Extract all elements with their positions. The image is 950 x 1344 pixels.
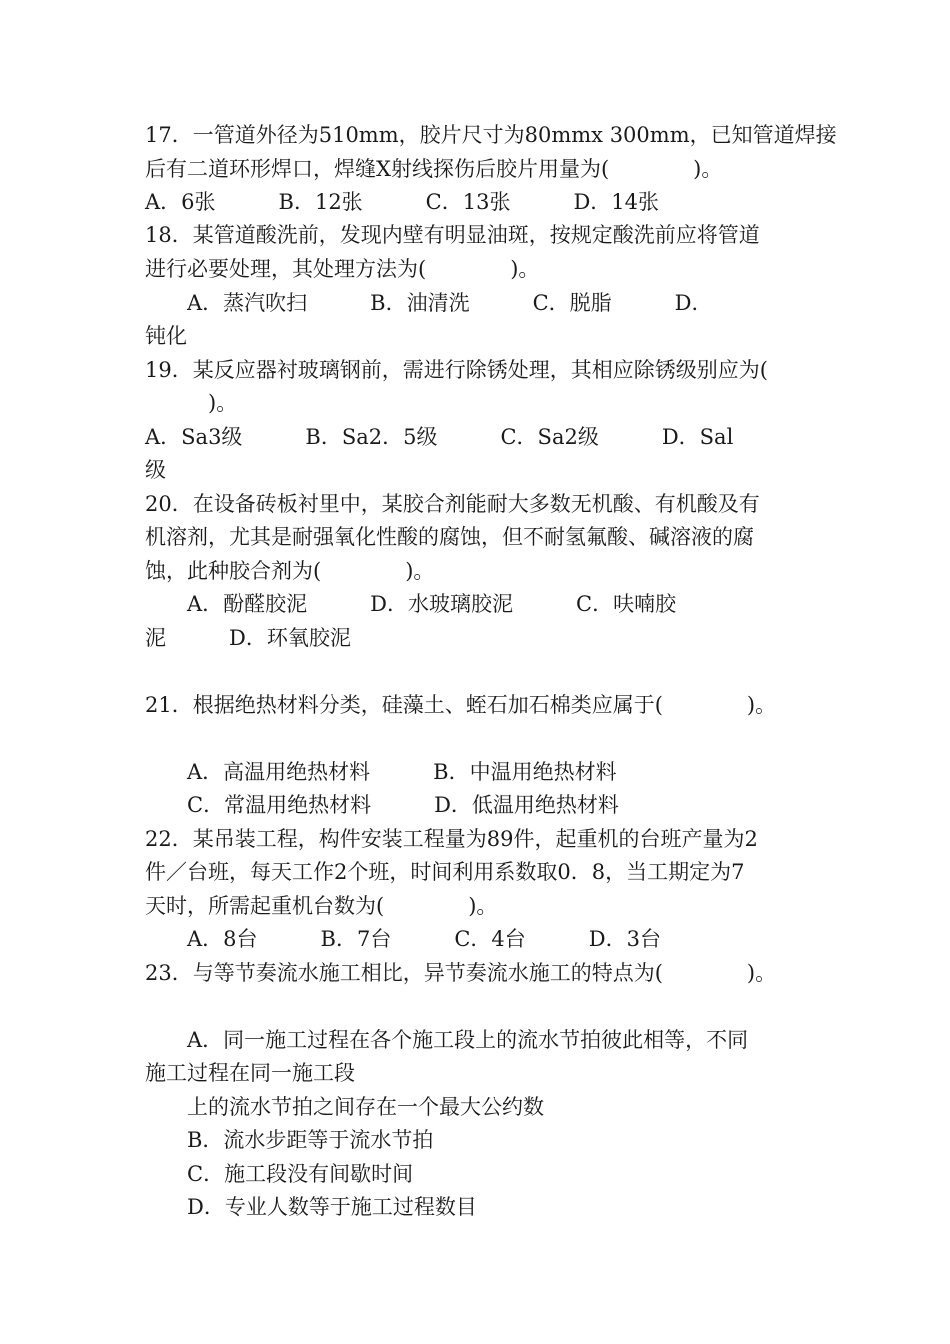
- q23-option-a-1: A．同一施工过程在各个施工段上的流水节拍彼此相等，不同: [145, 1028, 749, 1052]
- q19-line-1: 19．某反应器衬玻璃钢前，需进行除锈处理，其相应除锈级别应为(: [145, 358, 768, 382]
- q22-line-2: 件／台班，每天工作2个班，时间利用系数取0．8，当工期定为7: [145, 860, 745, 884]
- q21-line-1: 21．根据绝热材料分类，硅藻土、蛭石加石棉类应属于( )。: [145, 693, 777, 717]
- q17-options: A．6张 B．12张 C．13张 D．14张: [145, 190, 660, 214]
- q22-line-1: 22．某吊装工程，构件安装工程量为89件，起重机的台班产量为2: [145, 827, 758, 851]
- q23-option-b: B．流水步距等于流水节拍: [145, 1128, 434, 1152]
- q17-line-1: 17．一管道外径为510mm，胶片尺寸为80mmx 300mm，已知管道焊接: [145, 123, 837, 147]
- q20-line-3: 蚀，此种胶合剂为( )。: [145, 559, 435, 583]
- q21-options-2: C．常温用绝热材料 D．低温用绝热材料: [145, 793, 619, 817]
- q21-options-1: A．高温用绝热材料 B．中温用绝热材料: [145, 760, 617, 784]
- q23-option-a-2: 施工过程在同一施工段: [145, 1061, 355, 1085]
- q23-line-1: 23．与等节奏流水施工相比，异节奏流水施工的特点为( )。: [145, 961, 777, 985]
- q19-options: A．Sa3级 B．Sa2．5级 C．Sa2级 D．Sal: [145, 425, 734, 449]
- q18-line-2: 进行必要处理，其处理方法为( )。: [145, 257, 540, 281]
- q18-line-1: 18．某管道酸洗前，发现内壁有明显油斑，按规定酸洗前应将管道: [145, 223, 760, 247]
- q20-line-2: 机溶剂，尤其是耐强氧化性酸的腐蚀，但不耐氢氟酸、碱溶液的腐: [145, 525, 754, 549]
- q22-options: A．8台 B．7台 C．4台 D．3台: [145, 927, 661, 951]
- q20-options-wrap: 泥 D．环氧胶泥: [145, 626, 351, 650]
- q20-options: A．酚醛胶泥 D．水玻璃胶泥 C．呋喃胶: [145, 592, 677, 616]
- q18-options: A．蒸汽吹扫 B．油清洗 C．脱脂 D．: [145, 291, 713, 315]
- q17-line-2: 后有二道环形焊口，焊缝X射线探伤后胶片用量为( )。: [145, 157, 723, 181]
- q20-line-1: 20．在设备砖板衬里中，某胶合剂能耐大多数无机酸、有机酸及有: [145, 492, 760, 516]
- q23-option-d: D．专业人数等于施工过程数目: [145, 1195, 477, 1219]
- q22-line-3: 天时，所需起重机台数为( )。: [145, 894, 498, 918]
- q19-options-wrap: 级: [145, 458, 166, 482]
- q23-option-c: C．施工段没有间歇时间: [145, 1162, 414, 1186]
- q19-line-2: )。: [145, 391, 238, 415]
- q23-option-a-3: 上的流水节拍之间存在一个最大公约数: [145, 1095, 544, 1119]
- q18-options-wrap: 钝化: [145, 324, 187, 348]
